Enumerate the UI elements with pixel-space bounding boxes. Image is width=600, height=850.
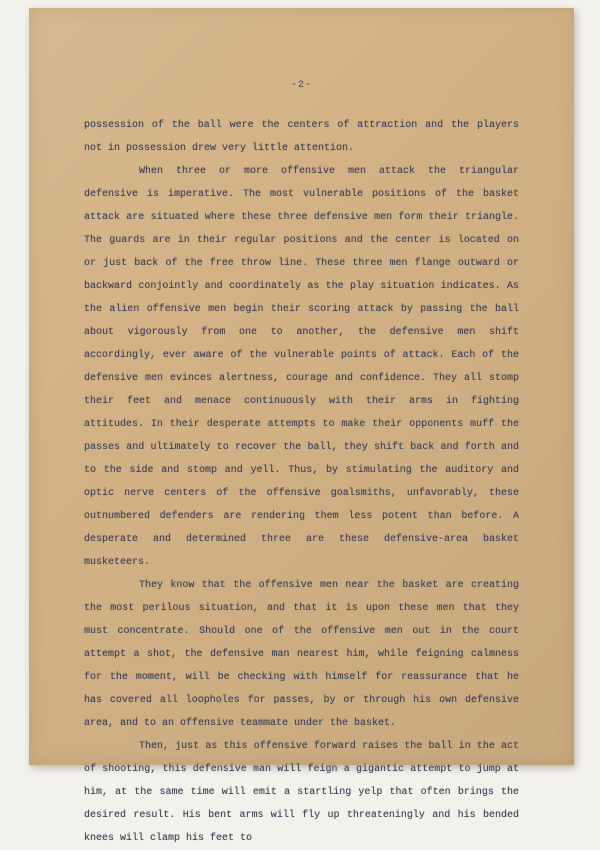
paragraph: possession of the ball were the centers of attraction and the players not in possession drew very little attention. bbox=[84, 120, 519, 154]
document-page bbox=[29, 8, 574, 844]
paragraph: They know that the offensive men near the basket are creating the most perilous situation, and that it is upon these men that they must concentrate. Should one of the offensive men out in the court attempt a shot, the defensive man nearest him, while feigning calmness for the moment, will be checking with himself for reassurance that he has covered all loopholes for passes, by or through his own defensive area, and to an offensive teammate under the basket. bbox=[84, 580, 519, 729]
paragraph: Then, just as this offensive forward raises the ball in the act of shooting, this defensive man will feign a gigantic attempt to jump at him, at the same time will emit a startling yelp that often brings the desired result. His bent arms will fly up threateningly and his bended knees will clamp his feet to bbox=[84, 741, 519, 844]
document-body bbox=[84, 114, 519, 850]
paragraph: When three or more offensive men attack the triangular defensive is imperative. The most vulnerable positions of the basket attack are situated where these three defensive men form their triangle. The guards are in their regular positions and the center is located on or just back of the free throw line. These three men flange outward or backward conjointly and coordinately as the play situation indicates. As the alien offensive men begin their scoring attack by passing the ball about vigorously from one to another, the defensive men shift accordingly, ever aware of the vulnerable points of attack. Each of the defensive men evinces alertness, courage and confidence. They all stomp their feet and menace continuously with their arms in fighting attitudes. In their desperate attempts to make their opponents muff the passes and ultimately to recover the ball, they shift back and forth and to the side and stomp and yell. Thus, by stimulating the auditory and optic nerve centers of the offensive goalsmiths, unfavorably, these outnumbered defenders are rendering them less potent than before. A desperate and determined three are these defensive-area basket musketeers. bbox=[84, 166, 519, 568]
page-number: -2- bbox=[290, 80, 312, 91]
